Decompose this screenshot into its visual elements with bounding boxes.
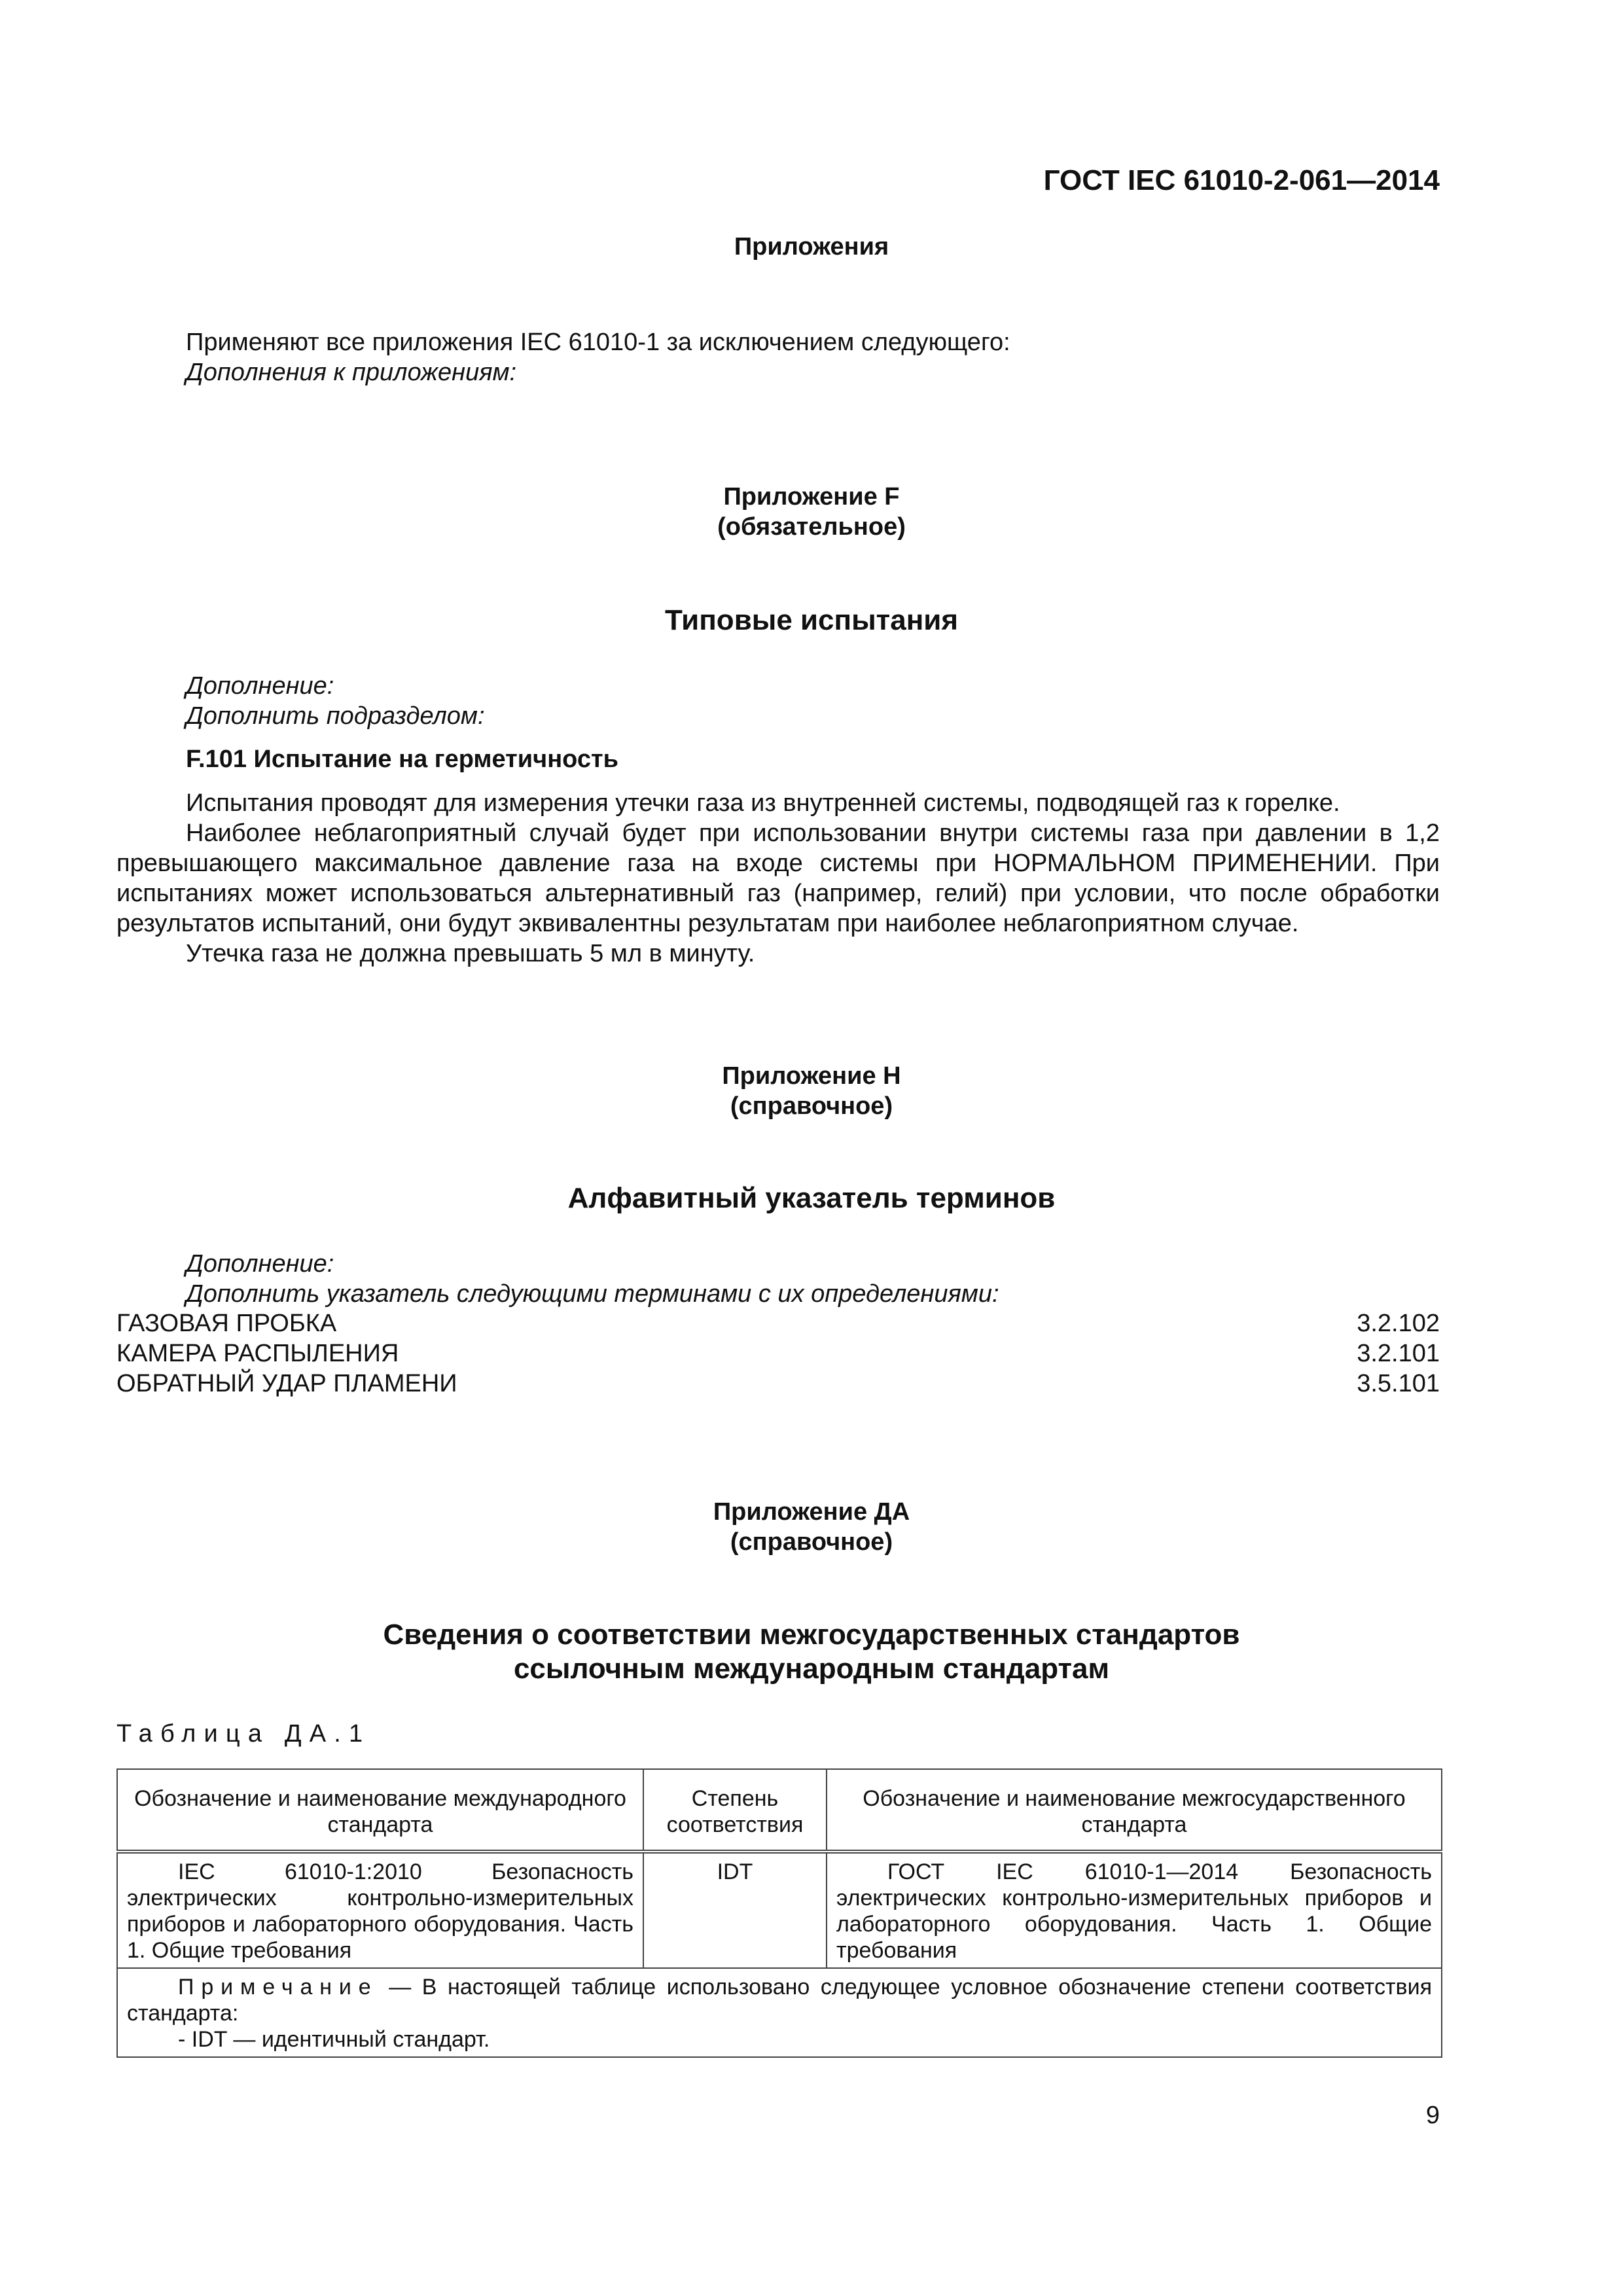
column-header: Степень соответствия bbox=[643, 1769, 827, 1852]
interstate-standard-cell: ГОСТ IEC 61010-1—2014 Безопасность электрических контрольно-измерительных приборов и лабораторного оборудования. Часть 1. Общие требования bbox=[827, 1852, 1442, 1968]
annex-f-paragraph-3: Утечка газа не должна превышать 5 мл в минуту. bbox=[186, 940, 755, 967]
annexes-intro-italic: Дополнения к приложениям: bbox=[186, 359, 517, 386]
index-reference: 3.2.102 bbox=[1357, 1310, 1440, 1337]
annexes-intro: Применяют все приложения IEC 61010-1 за исключением следующего: bbox=[186, 329, 1010, 356]
degree-cell: IDT bbox=[643, 1852, 827, 1968]
annex-f-paragraph-2: Наиболее неблагоприятный случай будет при использовании внутри системы газа при давлении в 1,2 превышающего максимальное давление газа на входе системы при НОРМАЛЬНОМ ПРИМЕНЕНИИ. При испытаниях может использоваться альтернативный газ (например, гелий) при условии, что после обработки результатов испытаний, они будут эквивалентны результатам при наиболее неблагоприятном случае. bbox=[116, 819, 1440, 937]
annex-f-add-subsection: Дополнить подразделом: bbox=[186, 702, 485, 730]
annex-h-label: Приложение Н bbox=[722, 1062, 901, 1090]
clause-f101-heading: F.101 Испытание на герметичность bbox=[186, 745, 618, 773]
standard-code: ГОСТ IEC 61010-2-061—2014 bbox=[1043, 164, 1440, 196]
table-note-cell bbox=[117, 1968, 1442, 2057]
annex-f-status: (обязательное) bbox=[717, 513, 906, 541]
annex-h-addition-block bbox=[116, 1249, 1440, 1309]
note-item: - IDT — идентичный стандарт. bbox=[178, 2027, 490, 2052]
note-text: — В настоящей таблице использовано следующее условное обозначение степени соответствия стандарта: bbox=[127, 1975, 1432, 2026]
index-term: ГАЗОВАЯ ПРОБКА bbox=[116, 1310, 337, 1337]
annex-da-status: (справочное) bbox=[730, 1528, 893, 1556]
annex-da-title-line-1: Сведения о соответствии межгосударственных стандартов bbox=[383, 1619, 1240, 1651]
annex-f-addition: Дополнение: bbox=[186, 672, 334, 700]
index-entry bbox=[116, 1309, 1440, 1339]
column-header: Обозначение и наименование межгосударственного стандарта bbox=[827, 1769, 1442, 1852]
annex-da-label: Приложение ДА bbox=[713, 1498, 910, 1526]
conformity-table bbox=[116, 1768, 1442, 2058]
annex-f-title: Типовые испытания bbox=[664, 604, 958, 636]
index-entry bbox=[116, 1369, 1440, 1399]
annex-f-body bbox=[116, 788, 1440, 969]
index-entry bbox=[116, 1339, 1440, 1369]
note-label: Примечание bbox=[178, 1975, 378, 2000]
page-number: 9 bbox=[1425, 2102, 1440, 2129]
annexes-title: Приложения bbox=[734, 233, 889, 260]
annex-h-addition: Дополнение: bbox=[186, 1250, 334, 1278]
annex-da-title-line-2: ссылочным международным стандартам bbox=[513, 1653, 1110, 1685]
table-note-row bbox=[117, 1968, 1442, 2057]
annexes-intro-block bbox=[116, 327, 1440, 387]
table-caption: Таблица ДА.1 bbox=[116, 1720, 371, 1748]
column-header: Обозначение и наименование международного стандарта bbox=[117, 1769, 643, 1852]
annex-h-status: (справочное) bbox=[730, 1092, 893, 1120]
table-header-row bbox=[117, 1769, 1442, 1852]
annex-h-add-index: Дополнить указатель следующими терминами с их определениями: bbox=[186, 1280, 999, 1308]
index-term: КАМЕРА РАСПЫЛЕНИЯ bbox=[116, 1340, 399, 1367]
annex-f-addition-block bbox=[116, 671, 1440, 731]
index-reference: 3.2.101 bbox=[1357, 1340, 1440, 1367]
index-term: ОБРАТНЫЙ УДАР ПЛАМЕНИ bbox=[116, 1370, 457, 1397]
table-note bbox=[127, 1974, 1432, 2026]
index-reference: 3.5.101 bbox=[1357, 1370, 1440, 1397]
annex-h-title: Алфавитный указатель терминов bbox=[567, 1182, 1056, 1214]
table-row bbox=[117, 1852, 1442, 1968]
annex-f-label: Приложение F bbox=[723, 483, 900, 511]
international-standard-cell: IEC 61010-1:2010 Безопасность электрических контрольно-измерительных приборов и лабораторного оборудования. Часть 1. Общие требования bbox=[117, 1852, 643, 1968]
annex-f-paragraph-1: Испытания проводят для измерения утечки газа из внутренней системы, подводящей газ к горелке. bbox=[186, 789, 1340, 817]
